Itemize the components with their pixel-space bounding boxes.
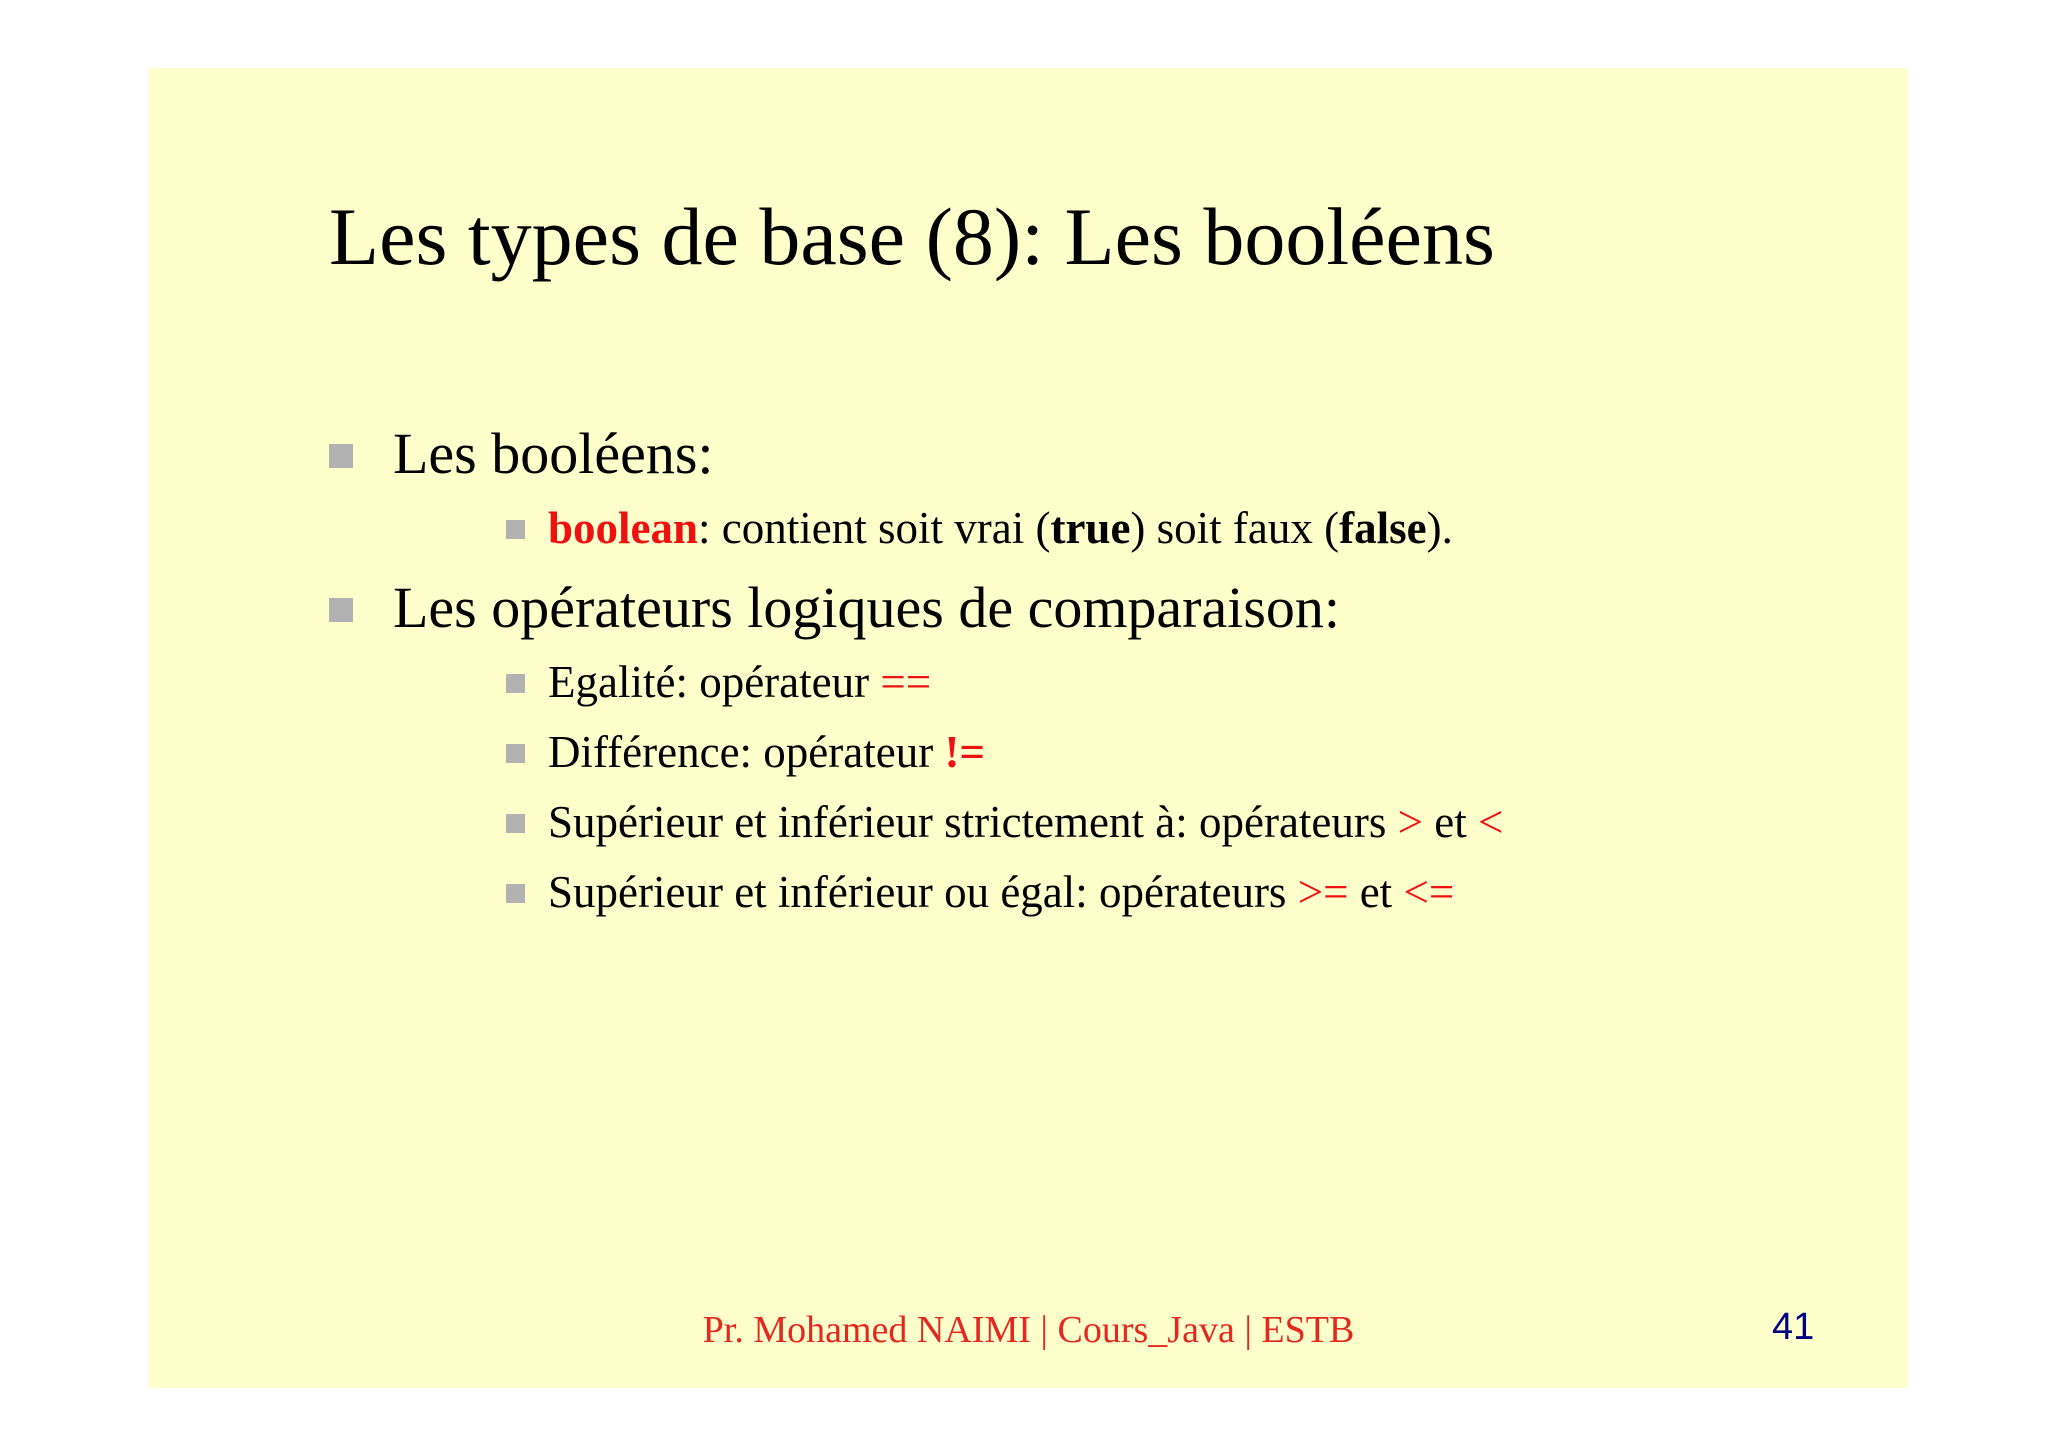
bullet-booleans bbox=[329, 421, 714, 486]
or-equal-middle: et bbox=[1348, 867, 1404, 917]
less-equal-operator: <= bbox=[1403, 867, 1455, 917]
slide-title: Les types de base (8): Les booléens bbox=[329, 191, 1495, 282]
boolean-desc-part2: ) soit faux ( bbox=[1130, 503, 1340, 553]
bullet-operators-text: Les opérateurs logiques de comparaison: bbox=[393, 575, 1341, 640]
difference-label: Différence: opérateur bbox=[548, 727, 945, 777]
boolean-desc-part1: : contient soit vrai ( bbox=[698, 503, 1051, 553]
less-operator: < bbox=[1478, 797, 1504, 847]
keyword-true: true bbox=[1050, 503, 1131, 553]
difference-operator: != bbox=[944, 727, 986, 777]
sub-bullet-or-equal bbox=[506, 867, 1455, 917]
strict-label: Supérieur et inférieur strictement à: opérateurs bbox=[548, 797, 1398, 847]
page-number: 41 bbox=[1772, 1306, 1815, 1348]
sub-bullet-difference bbox=[506, 727, 986, 777]
greater-operator: > bbox=[1397, 797, 1424, 847]
equality-operator: == bbox=[880, 657, 932, 707]
slide-footer: Pr. Mohamed NAIMI | Cours_Java | ESTB bbox=[702, 1309, 1355, 1351]
square-bullet-icon bbox=[506, 674, 525, 693]
greater-equal-operator: >= bbox=[1297, 867, 1349, 917]
square-bullet-icon bbox=[506, 884, 525, 903]
square-bullet-icon bbox=[329, 444, 353, 468]
square-bullet-icon bbox=[506, 814, 525, 833]
sub-bullet-equality bbox=[506, 657, 932, 707]
sub-bullet-strict bbox=[506, 797, 1504, 847]
square-bullet-icon bbox=[506, 744, 525, 763]
square-bullet-icon bbox=[329, 598, 353, 622]
or-equal-label: Supérieur et inférieur ou égal: opérateurs bbox=[548, 867, 1298, 917]
sub-bullet-boolean bbox=[506, 503, 1453, 553]
slide bbox=[149, 68, 1908, 1388]
strict-middle: et bbox=[1423, 797, 1479, 847]
square-bullet-icon bbox=[506, 520, 525, 539]
bullet-operators bbox=[329, 575, 1341, 640]
keyword-boolean: boolean bbox=[548, 503, 699, 553]
boolean-desc-part3: ). bbox=[1426, 503, 1453, 553]
keyword-false: false bbox=[1339, 503, 1427, 553]
equality-label: Egalité: opérateur bbox=[548, 657, 881, 707]
bullet-booleans-text: Les booléens: bbox=[393, 421, 714, 486]
